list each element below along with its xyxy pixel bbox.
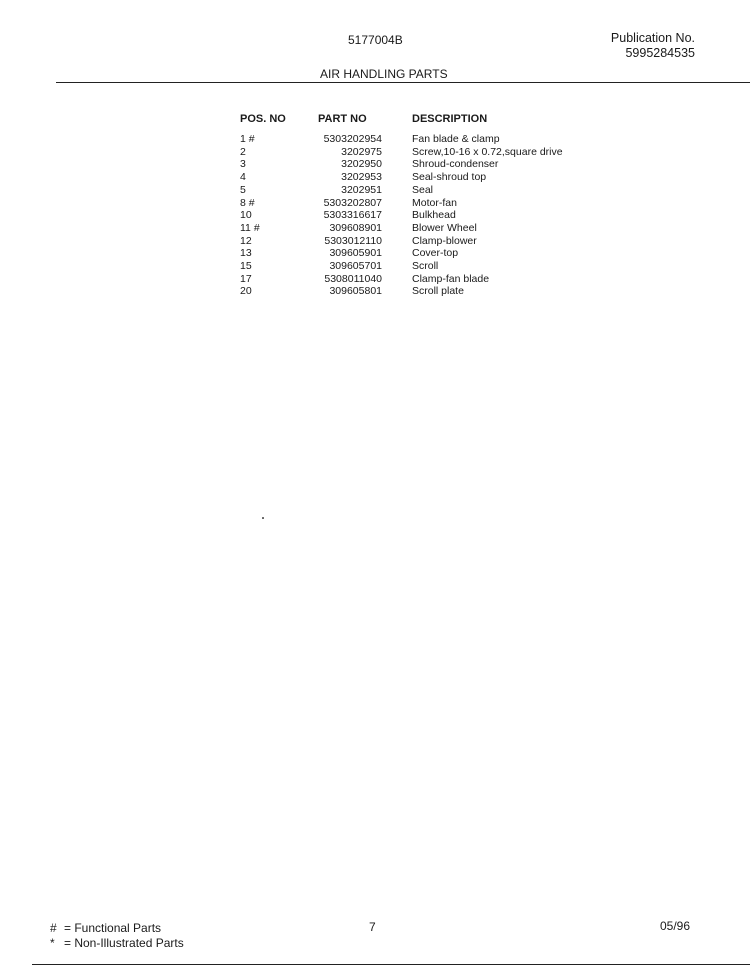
- description-cell: Shroud-condenser: [412, 158, 499, 171]
- pos-no-cell: 3: [240, 158, 246, 171]
- part-no-cell: 3202953: [341, 171, 382, 184]
- description-cell: Cover-top: [412, 247, 459, 260]
- publication-label: Publication No.: [610, 31, 695, 45]
- pos-no-cell: 17: [240, 272, 252, 285]
- publication-number: 5995284535: [625, 46, 695, 60]
- part-no-cell: 3202951: [341, 183, 382, 196]
- pos-no-cell: 13: [240, 247, 252, 260]
- pos-no-cell: 8 #: [240, 196, 255, 209]
- part-no-cell: 309605801: [329, 285, 382, 298]
- part-no-cell: 3202975: [341, 145, 382, 158]
- pos-no-cell: 11 #: [240, 221, 260, 234]
- legend-symbol-asterisk: *: [50, 936, 55, 950]
- table-row: [236, 260, 612, 273]
- parts-table-header: [236, 113, 612, 133]
- description-cell: Seal: [412, 183, 434, 196]
- description-cell: Clamp-fan blade: [412, 272, 490, 285]
- legend-functional-parts: [50, 921, 161, 935]
- table-row: [236, 158, 612, 171]
- description-cell: Motor-fan: [412, 196, 457, 209]
- stray-mark: [262, 517, 264, 519]
- page-number: 7: [369, 920, 376, 934]
- pos-no-cell: 4: [240, 171, 246, 184]
- part-no-cell: 3202950: [341, 158, 382, 171]
- pos-no-cell: 10: [240, 209, 252, 222]
- pos-no-cell: 1 #: [240, 133, 255, 145]
- table-row: [236, 247, 612, 260]
- part-no-cell: 309605901: [329, 247, 382, 260]
- description-cell: Scroll plate: [412, 285, 464, 298]
- description-cell: Screw,10-16 x 0.72,square drive: [412, 145, 563, 158]
- header-divider: [56, 82, 750, 83]
- part-no-cell: 5303012110: [324, 234, 382, 247]
- table-row: [236, 197, 612, 210]
- table-row: [236, 146, 612, 159]
- description-cell: Seal-shroud top: [412, 171, 487, 184]
- description-cell: Bulkhead: [412, 209, 456, 222]
- table-row: [236, 209, 612, 222]
- table-row: [236, 171, 612, 184]
- parts-table-body: [236, 133, 612, 298]
- part-no-cell: 5303202954: [323, 133, 382, 145]
- table-row: [236, 285, 612, 298]
- pos-no-cell: 2: [240, 145, 246, 158]
- part-no-cell: 5303202807: [323, 196, 382, 209]
- description-cell: Blower Wheel: [412, 221, 477, 234]
- legend-symbol-hash: #: [50, 921, 57, 935]
- description-cell: Clamp-blower: [412, 234, 477, 247]
- part-no-cell: 5308011040: [324, 272, 382, 285]
- table-row: [236, 184, 612, 197]
- footer-divider: [32, 964, 750, 965]
- column-header-part-no: PART NO: [318, 113, 367, 125]
- part-no-cell: 309608901: [329, 221, 382, 234]
- pos-no-cell: 5: [240, 183, 246, 196]
- legend-text-non-illustrated: = Non-Illustrated Parts: [64, 936, 184, 950]
- table-row: [236, 133, 612, 146]
- table-row: [236, 273, 612, 286]
- table-row: [236, 235, 612, 248]
- legend-non-illustrated-parts: [50, 936, 184, 950]
- pos-no-cell: 15: [240, 260, 252, 273]
- table-row: [236, 222, 612, 235]
- pos-no-cell: 20: [240, 285, 252, 298]
- model-number: 5177004B: [348, 33, 403, 47]
- section-title: AIR HANDLING PARTS: [320, 67, 448, 81]
- column-header-pos-no: POS. NO: [240, 113, 286, 125]
- description-cell: Scroll: [412, 260, 439, 273]
- legend-text-functional: = Functional Parts: [64, 921, 162, 935]
- part-no-cell: 309605701: [329, 260, 382, 273]
- column-header-description: DESCRIPTION: [412, 113, 488, 125]
- part-no-cell: 5303316617: [323, 209, 382, 222]
- pos-no-cell: 12: [240, 234, 252, 247]
- parts-table: [236, 113, 612, 298]
- publication-date: 05/96: [660, 919, 691, 933]
- description-cell: Fan blade & clamp: [412, 133, 500, 145]
